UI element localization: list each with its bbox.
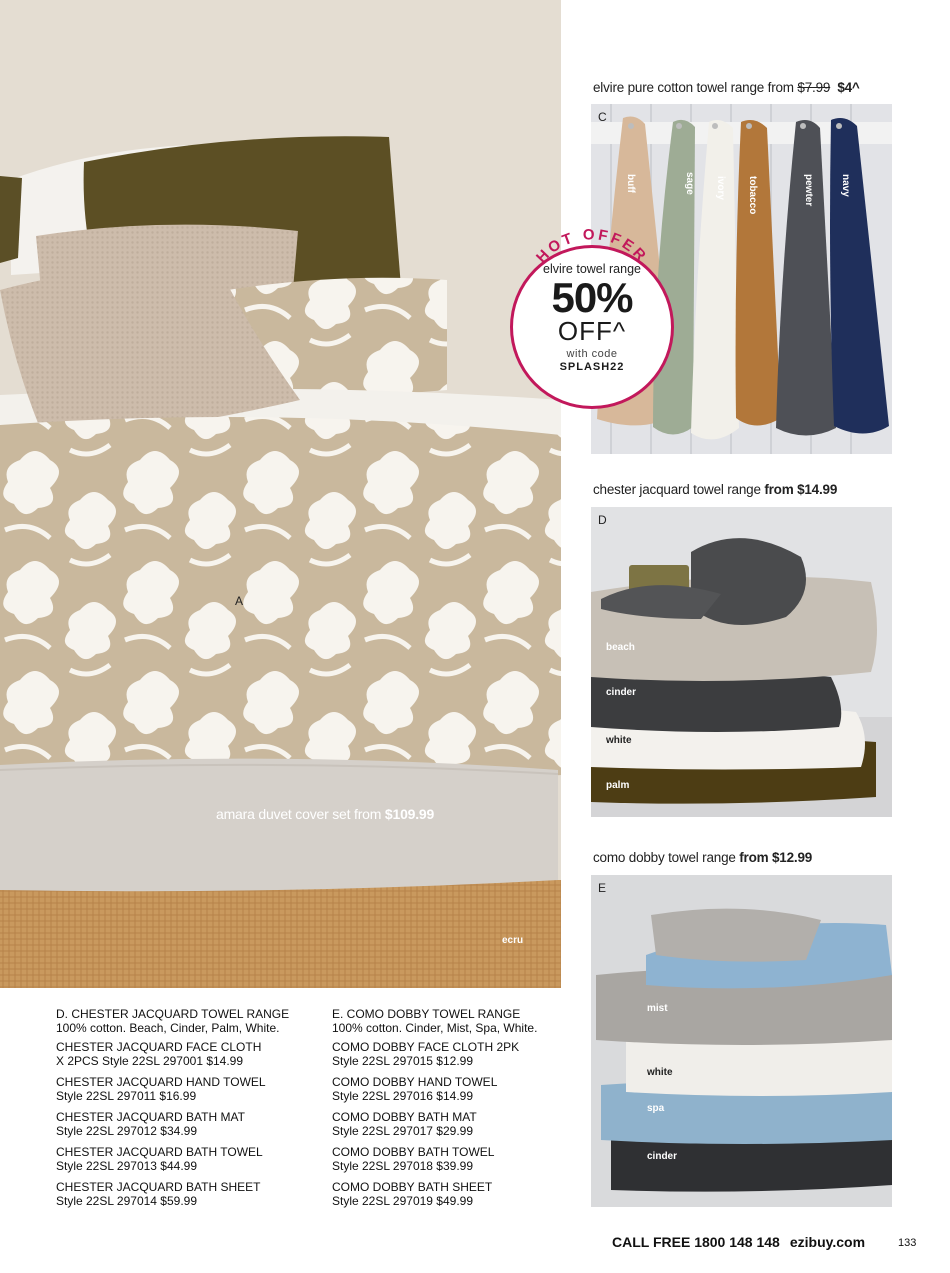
spec-chester (56, 1008, 326, 1216)
chester-photo (591, 507, 892, 817)
spec-item-style: Style 22SL 297017 $29.99 (332, 1123, 474, 1138)
badge-code-label: with code (566, 348, 618, 360)
spec-item (332, 1076, 602, 1103)
page-number: 133 (898, 1237, 917, 1249)
badge-off: OFF^ (557, 316, 627, 346)
como-title-text: como dobby towel range (593, 850, 740, 865)
spec-item-name: CHESTER JACQUARD BATH TOWEL (56, 1145, 263, 1159)
swatch-spa: spa (647, 1103, 665, 1114)
spec-heading: E. COMO DOBBY TOWEL RANGE (332, 1007, 521, 1021)
spec-item-style: Style 22SL 297013 $44.99 (56, 1158, 198, 1173)
spec-item-name: COMO DOBBY BATH MAT (332, 1110, 477, 1124)
bed-illustration (0, 0, 561, 988)
spec-heading: D. CHESTER JACQUARD TOWEL RANGE (56, 1007, 290, 1021)
spec-item-name: COMO DOBBY BATH TOWEL (332, 1145, 495, 1159)
como-photo (591, 875, 892, 1207)
spec-sub: 100% cotton. Beach, Cinder, Palm, White. (56, 1020, 280, 1035)
spec-como (332, 1008, 602, 1216)
hero-caption (216, 806, 434, 822)
spec-item (56, 1076, 326, 1103)
chester-title-text: chester jacquard towel range (593, 482, 765, 497)
spec-item-style: Style 22SL 297016 $14.99 (332, 1088, 474, 1103)
site-link[interactable]: ezibuy.com (789, 1234, 866, 1250)
elvire-now-price: $4^ (837, 80, 860, 95)
elvire-title-text: elvire pure cotton towel range from (593, 80, 798, 95)
caption-price: $109.99 (384, 806, 435, 822)
spec-item-style: X 2PCS Style 22SL 297001 $14.99 (56, 1053, 244, 1068)
spec-sub: 100% cotton. Cinder, Mist, Spa, White. (332, 1020, 538, 1035)
spec-item-style: Style 22SL 297015 $12.99 (332, 1053, 474, 1068)
swatch-cinder: cinder (647, 1151, 678, 1162)
swatch-buff: buff (625, 174, 636, 193)
swatch-palm: palm (606, 780, 630, 791)
badge-percent: 50% (551, 274, 633, 321)
swatch-white: white (647, 1067, 673, 1078)
como-price: from $12.99 (739, 850, 813, 865)
elvire-was-price: $7.99 (797, 80, 831, 95)
chester-price: from $14.99 (764, 482, 838, 497)
spec-item (332, 1181, 602, 1208)
spec-item-name: COMO DOBBY FACE CLOTH 2PK (332, 1040, 520, 1054)
spec-item-style: Style 22SL 297018 $39.99 (332, 1158, 474, 1173)
spec-item-name: CHESTER JACQUARD BATH SHEET (56, 1180, 261, 1194)
hot-offer-badge (507, 225, 677, 400)
spec-item (56, 1146, 326, 1173)
swatch-cinder: cinder (606, 687, 637, 698)
spec-item (56, 1041, 326, 1068)
hero-bed-photo (0, 0, 561, 988)
call-free-number[interactable]: CALL FREE 1800 148 148 (612, 1234, 780, 1250)
spec-item (332, 1041, 602, 1068)
spec-item (332, 1146, 602, 1173)
swatch-navy: navy (840, 174, 851, 197)
colour-tag-ecru: ecru (502, 935, 524, 946)
spec-item-style: Style 22SL 297019 $49.99 (332, 1193, 474, 1208)
badge-line1: elvire towel range (543, 262, 641, 276)
swatch-pewter: pewter (803, 174, 814, 207)
spec-item-style: Style 22SL 297012 $34.99 (56, 1123, 198, 1138)
swatch-white: white (606, 735, 632, 746)
como-towels-illustration (591, 875, 892, 1207)
spec-item-name: CHESTER JACQUARD BATH MAT (56, 1110, 245, 1124)
footer-contact (612, 1234, 865, 1250)
spec-item (56, 1181, 326, 1208)
swatch-beach: beach (606, 642, 635, 653)
hero-letter: A (235, 594, 244, 608)
chester-towels-illustration (591, 507, 892, 817)
spec-item-name: CHESTER JACQUARD HAND TOWEL (56, 1075, 266, 1089)
badge-ribbon-text: HOT OFFER (533, 226, 651, 267)
swatch-tobacco: tobacco (747, 176, 758, 215)
swatch-mist: mist (647, 1003, 668, 1014)
chester-title (593, 482, 837, 497)
spec-item (332, 1111, 602, 1138)
como-letter: E (598, 881, 607, 895)
spec-item-name: CHESTER JACQUARD FACE CLOTH (56, 1040, 262, 1054)
chester-letter: D (598, 513, 607, 527)
elvire-title (593, 80, 860, 95)
spec-item-style: Style 22SL 297011 $16.99 (56, 1088, 197, 1103)
elvire-letter: C (598, 110, 607, 124)
spec-item-name: COMO DOBBY BATH SHEET (332, 1180, 493, 1194)
como-title (593, 850, 812, 865)
swatch-sage: sage (684, 172, 695, 195)
spec-item-name: COMO DOBBY HAND TOWEL (332, 1075, 498, 1089)
spec-item (56, 1111, 326, 1138)
swatch-ivory: ivory (715, 176, 726, 200)
caption-text: amara duvet cover set from (216, 806, 385, 822)
spec-item-style: Style 22SL 297014 $59.99 (56, 1193, 198, 1208)
badge-promo-code: SPLASH22 (559, 361, 625, 373)
